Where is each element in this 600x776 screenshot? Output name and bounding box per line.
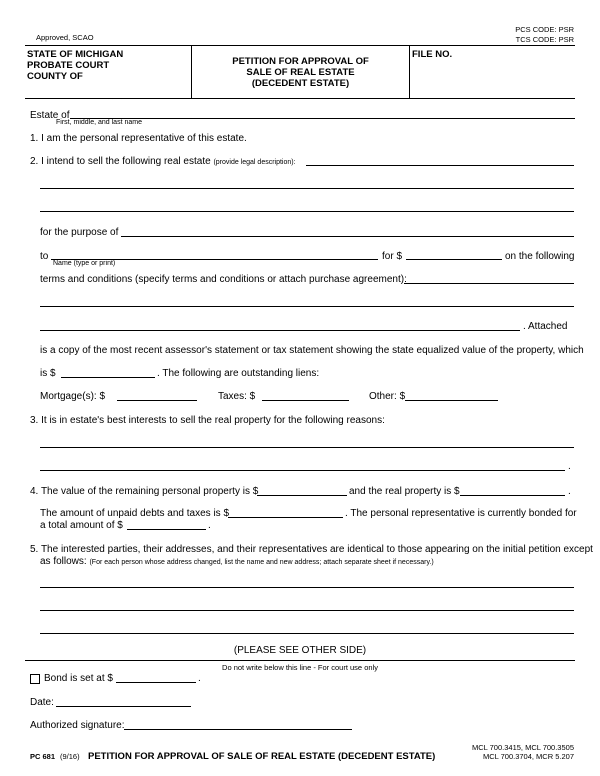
- see-other-side: (PLEASE SEE OTHER SIDE): [233, 645, 367, 656]
- purpose-field[interactable]: [121, 236, 574, 237]
- parties-field-2[interactable]: [40, 610, 574, 611]
- terms-label: terms and conditions (specify terms and conditions or attach purchase agreement):: [40, 274, 407, 285]
- mortgage-label: Mortgage(s): $: [40, 391, 106, 402]
- liens-label: . The following are outstanding liens:: [157, 368, 320, 379]
- terms-field-1[interactable]: [404, 283, 574, 284]
- item-5-text: 5. The interested parties, their addresses, and their representatives are identical to those appearing on the initial petition except: [30, 544, 593, 555]
- for-dollar-label: for $: [382, 251, 403, 262]
- reasons-field-2[interactable]: [40, 470, 565, 471]
- court-use-note: Do not write below this line - For court use only: [222, 663, 378, 672]
- terms-field-3[interactable]: [40, 330, 520, 331]
- court-use-divider: [25, 660, 575, 661]
- pcs-code: PCS CODE: PSR: [515, 25, 574, 34]
- assessor-text: is a copy of the most recent assessor's statement or tax statement showing the state equalized value of the property, which: [40, 345, 584, 356]
- parties-field-3[interactable]: [40, 633, 574, 634]
- taxes-field[interactable]: [262, 400, 349, 401]
- legal-description-line-2[interactable]: [40, 188, 574, 189]
- footer-title: PETITION FOR APPROVAL OF SALE OF REAL ESTATE (DECEDENT ESTATE): [88, 751, 436, 762]
- form-title-2: SALE OF REAL ESTATE: [246, 67, 355, 78]
- bond-total-label: a total amount of $: [40, 520, 123, 531]
- mortgage-field[interactable]: [117, 400, 197, 401]
- item-5-continuation: [40, 556, 434, 567]
- legal-description-line-3[interactable]: [40, 211, 574, 212]
- estate-name-hint: First, middle, and last name: [56, 119, 142, 126]
- date-label: Date:: [30, 697, 54, 708]
- bond-total-field[interactable]: [127, 529, 206, 530]
- unpaid-debts-field[interactable]: [228, 517, 343, 518]
- form-title-3: (DECEDENT ESTATE): [251, 78, 350, 89]
- estate-label: Estate of: [30, 110, 70, 121]
- parties-field-1[interactable]: [40, 587, 574, 588]
- bond-period: .: [198, 673, 201, 684]
- item-3: 3. It is in estate's best interests to sell the real property for the following reasons:: [30, 415, 385, 426]
- taxes-label: Taxes: $: [218, 391, 256, 402]
- item-5-as-follows: as follows:: [40, 556, 87, 567]
- real-property-field[interactable]: [460, 495, 565, 496]
- bond-total-period: .: [208, 520, 211, 531]
- signature-field[interactable]: [124, 729, 352, 730]
- court-state: STATE OF MICHIGAN: [27, 49, 124, 60]
- item-4-period: .: [568, 486, 571, 497]
- estate-name-field[interactable]: [70, 118, 575, 119]
- item-4-text: 4. The value of the remaining personal property is $: [30, 486, 259, 497]
- item-2-text: 2. I intend to sell the following real estate: [30, 156, 211, 167]
- form-id: PC 681: [30, 752, 56, 761]
- to-label: to: [40, 251, 49, 262]
- sev-label: is $: [40, 368, 56, 379]
- file-no-label: FILE NO.: [412, 49, 453, 60]
- item-2-label: [30, 156, 296, 167]
- unpaid-debts-label: The amount of unpaid debts and taxes is $: [40, 508, 230, 519]
- form-revision: (9/16): [60, 752, 80, 761]
- bond-label: Bond is set at $: [44, 673, 113, 684]
- signature-label: Authorized signature:: [30, 720, 125, 731]
- item-1: 1. I am the personal representative of this estate.: [30, 133, 247, 144]
- buyer-name-hint: Name (type or print): [53, 260, 116, 267]
- terms-field-2[interactable]: [40, 306, 574, 307]
- other-label: Other: $: [369, 391, 406, 402]
- item-5-hint: (For each person whose address changed, list the name and new address; attach separate sheet if necessary.): [89, 559, 434, 566]
- bond-checkbox[interactable]: [30, 674, 40, 684]
- bond-amount-field[interactable]: [116, 682, 196, 683]
- purpose-label: for the purpose of: [40, 227, 119, 238]
- court-county: COUNTY OF: [27, 71, 83, 82]
- caption-divider-2: [409, 46, 410, 98]
- on-following-label: on the following: [505, 251, 575, 262]
- date-field[interactable]: [56, 706, 191, 707]
- other-lien-field[interactable]: [405, 400, 498, 401]
- legal-description-line-1[interactable]: [306, 165, 574, 166]
- court-name: PROBATE COURT: [27, 60, 110, 71]
- mcl-citation-2: MCL 700.3704, MCR 5.207: [482, 752, 574, 761]
- real-property-label: and the real property is $: [349, 486, 460, 497]
- form-title-1: PETITION FOR APPROVAL OF: [232, 56, 369, 67]
- item-2-hint: (provide legal description):: [213, 159, 296, 166]
- sev-value-field[interactable]: [61, 377, 155, 378]
- reasons-period: .: [568, 461, 571, 472]
- personal-property-field[interactable]: [257, 495, 347, 496]
- tcs-code: TCS CODE: PSR: [515, 35, 574, 44]
- mcl-citation-1: MCL 700.3415, MCL 700.3505: [471, 743, 574, 752]
- approval-note: Approved, SCAO: [36, 33, 94, 42]
- reasons-field-1[interactable]: [40, 447, 574, 448]
- sale-price-field[interactable]: [406, 259, 502, 260]
- bonded-text: . The personal representative is currently bonded for: [345, 508, 577, 519]
- attached-label: . Attached: [523, 321, 568, 332]
